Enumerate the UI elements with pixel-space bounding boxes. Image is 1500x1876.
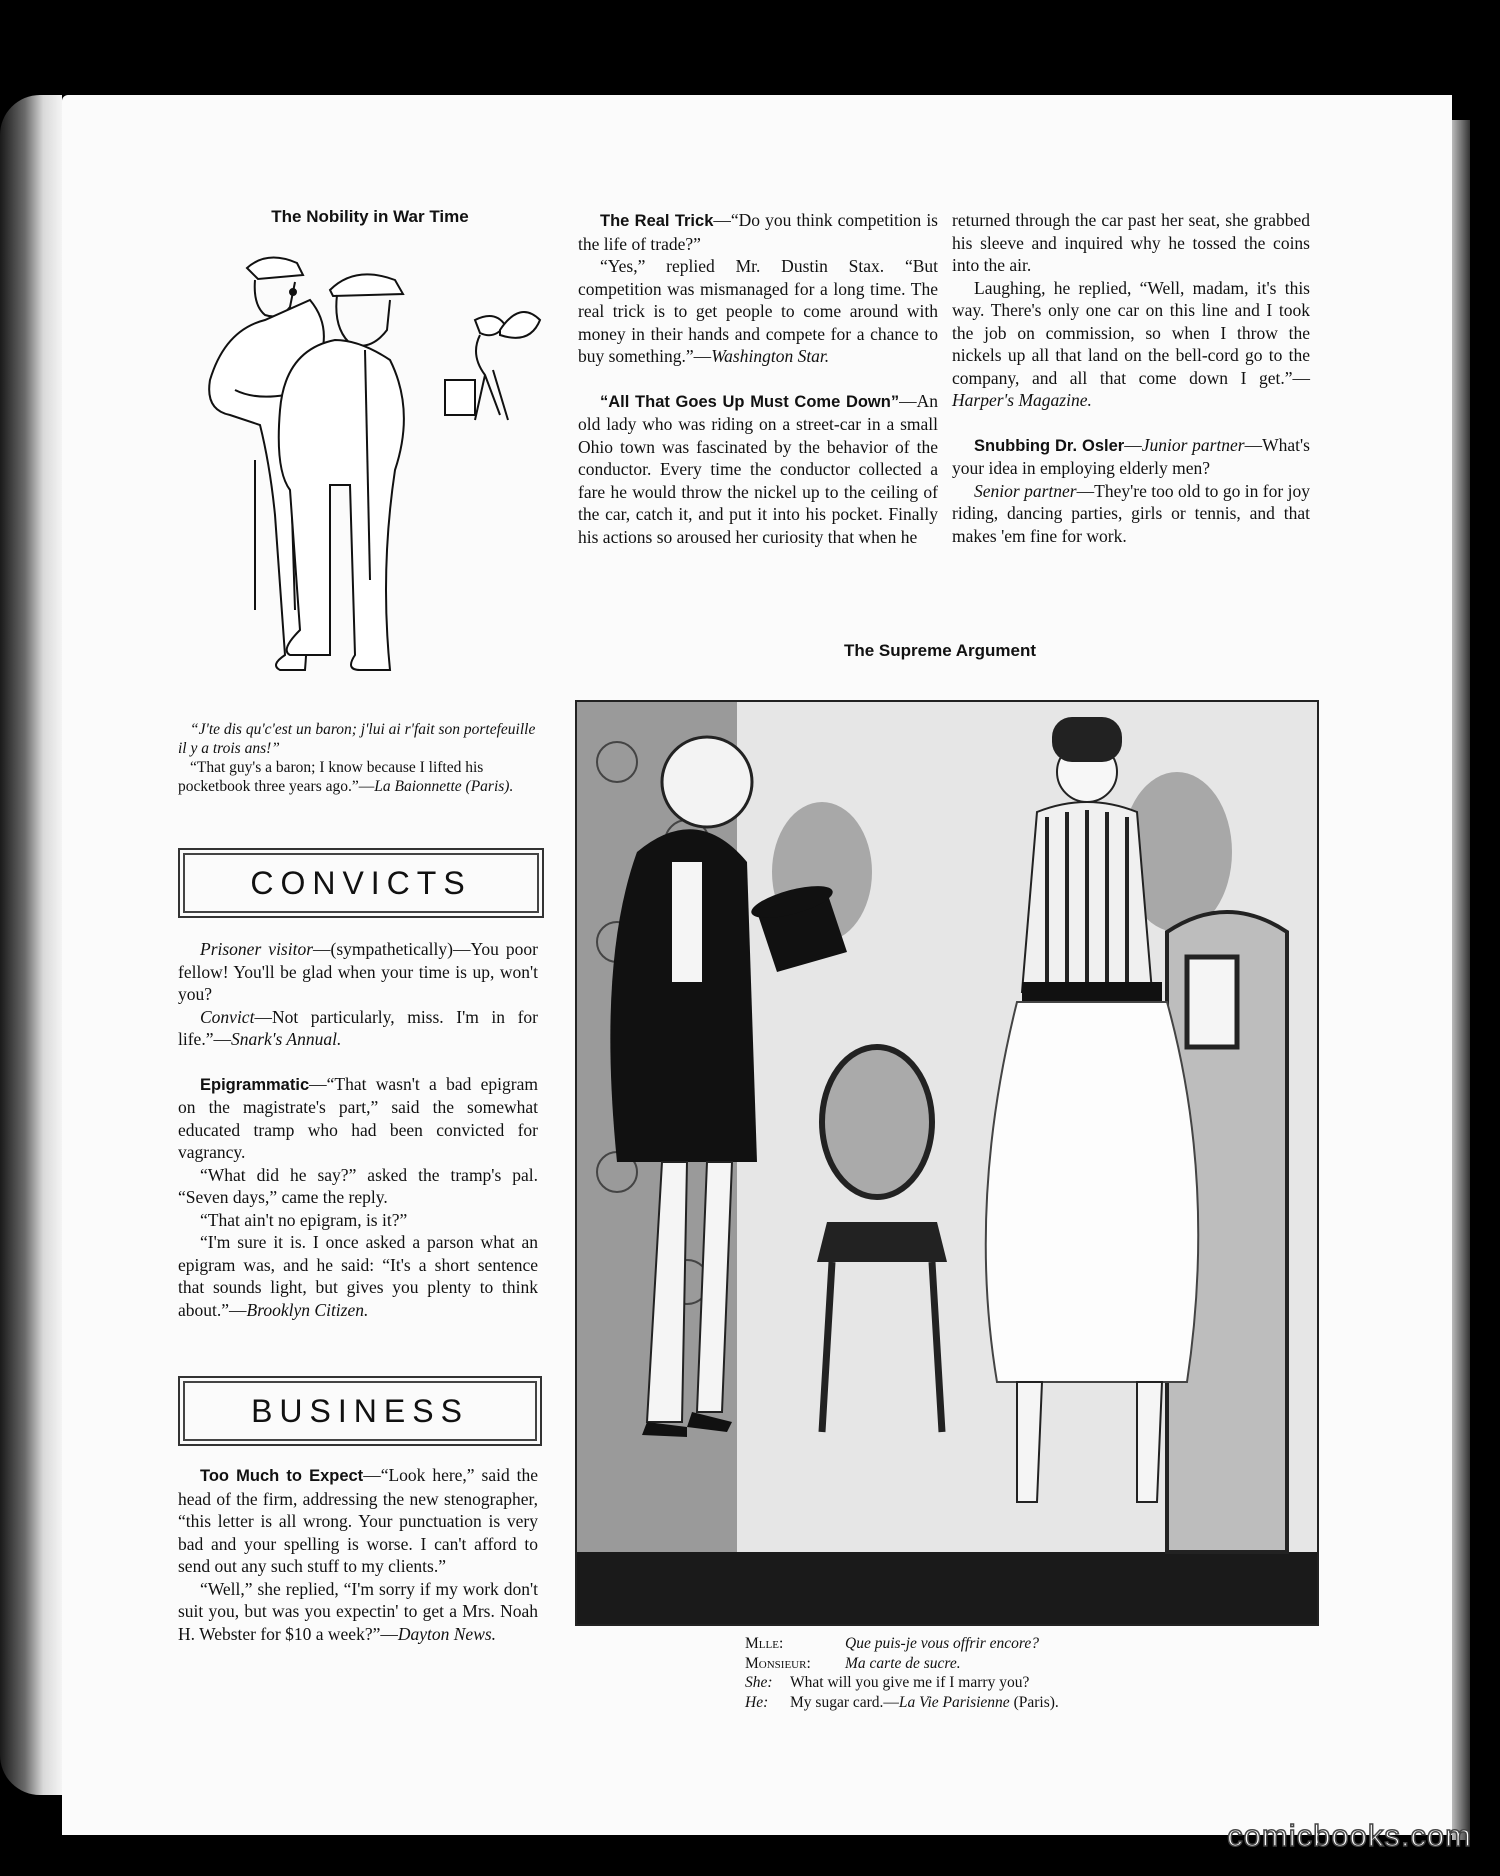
- goes-up-continued: returned through the car past her seat, she grabbed his sleeve and inquired why he tossed the coins into the air.: [952, 210, 1310, 275]
- middle-column-text: [578, 209, 938, 548]
- convicts-paragraph: Prisoner visitor—(sympathetically)—You poor fellow! You'll be glad when your time is up, won't you?: [178, 939, 538, 1004]
- nobility-illustration: [175, 240, 565, 710]
- real-trick-paragraph: “Yes,” replied Mr. Dustin Stax. “But competition was mismanaged for a long time. The real trick is to get people to come around with money in their hands and compete for a chance to buy something.”—Washington Star.: [578, 256, 938, 366]
- business-section-title: BUSINESS: [178, 1376, 542, 1446]
- epigrammatic-paragraph: Epigrammatic—“That wasn't a bad epigram on the magistrate's part,” said the somewhat educated tramp who had been convicted for vagrancy.: [178, 1073, 538, 1162]
- supreme-caption-line: He: My sugar card.—La Vie Parisienne (Paris).: [745, 1693, 1059, 1711]
- nobility-caption-english: “That guy's a baron; I know because I lifted his pocketbook three years ago.”—La Baionnette (Paris).: [178, 759, 514, 795]
- convicts-paragraph: Convict—Not particularly, miss. I'm in for life.”—Snark's Annual.: [178, 1006, 538, 1049]
- right-column-text: [952, 209, 1310, 547]
- convicts-text: [178, 938, 538, 1321]
- convicts-section-title: CONVICTS: [178, 848, 544, 918]
- watermark-logo: comicbooks.com: [1227, 1818, 1472, 1853]
- supreme-caption-line: She: What will you give me if I marry you?: [745, 1674, 1030, 1691]
- business-text: [178, 1464, 538, 1645]
- page-right-shadow: [1452, 120, 1470, 1840]
- real-trick-paragraph: The Real Trick—“Do you think competition is the life of trade?”: [578, 210, 938, 254]
- supreme-title: The Supreme Argument: [843, 641, 1037, 660]
- business-paragraph: Too Much to Expect—“Look here,” said the head of the firm, addressing the new stenographer, “this letter is all wrong. Your punctuation is very bad and your spelling is worse. I can't afford to send out any such stuff to my clients.”: [178, 1465, 538, 1576]
- nobility-caption: [178, 720, 540, 796]
- epigrammatic-paragraph: “That ain't no epigram, is it?”: [200, 1209, 408, 1230]
- supreme-caption-line: Monsieur: Ma carte de sucre.: [745, 1654, 961, 1672]
- goes-up-paragraph: “All That Goes Up Must Come Down”—An old lady who was riding on a street-car in a small Ohio town was fascinated by the behavior of the conductor. Every time the conductor collected a fare he would throw the nickel up to the ceiling of the car, catch it, and put it into his pocket. Finally his actions so aroused her curiosity that when he: [578, 390, 938, 547]
- supreme-caption-line: Mlle: Que puis-je vous offrir encore?: [745, 1635, 1039, 1652]
- epigrammatic-paragraph: “What did he say?” asked the tramp's pal. “Seven days,” came the reply.: [178, 1164, 538, 1207]
- business-paragraph: “Well,” she replied, “I'm sorry if my work don't suit you, but was you expectin' to get a Mrs. Noah H. Webster for $10 a week?”—Dayton News.: [178, 1578, 538, 1644]
- nobility-caption-french: “J'te dis qu'c'est un baron; j'lui ai r'fait son portefeuille il y a trois ans!”: [178, 721, 536, 757]
- osler-paragraph: Senior partner—They're too old to go in for joy riding, dancing parties, girls or tennis, and that makes 'em fine for work.: [952, 480, 1310, 546]
- epigrammatic-paragraph: “I'm sure it is. I once asked a parson what an epigram was, and he said: “It's a short sentence that sounds light, but gives you plenty to think about.”—Brooklyn Citizen.: [178, 1232, 538, 1320]
- supreme-argument-illustration: [575, 700, 1319, 1626]
- nobility-title: The Nobility in War Time: [271, 207, 469, 226]
- goes-up-continued: Laughing, he replied, “Well, madam, it's this way. There's only one car on this line and I took the job on commission, so when I throw the nickels up all that land on the bell-cord go to the company, and all that come down I get.”—Harper's Magazine.: [952, 277, 1310, 410]
- book-spine-edge: [0, 95, 62, 1795]
- osler-paragraph: Snubbing Dr. Osler—Junior partner—What's your idea in employing elderly men?: [952, 434, 1310, 478]
- supreme-caption: [745, 1634, 1265, 1712]
